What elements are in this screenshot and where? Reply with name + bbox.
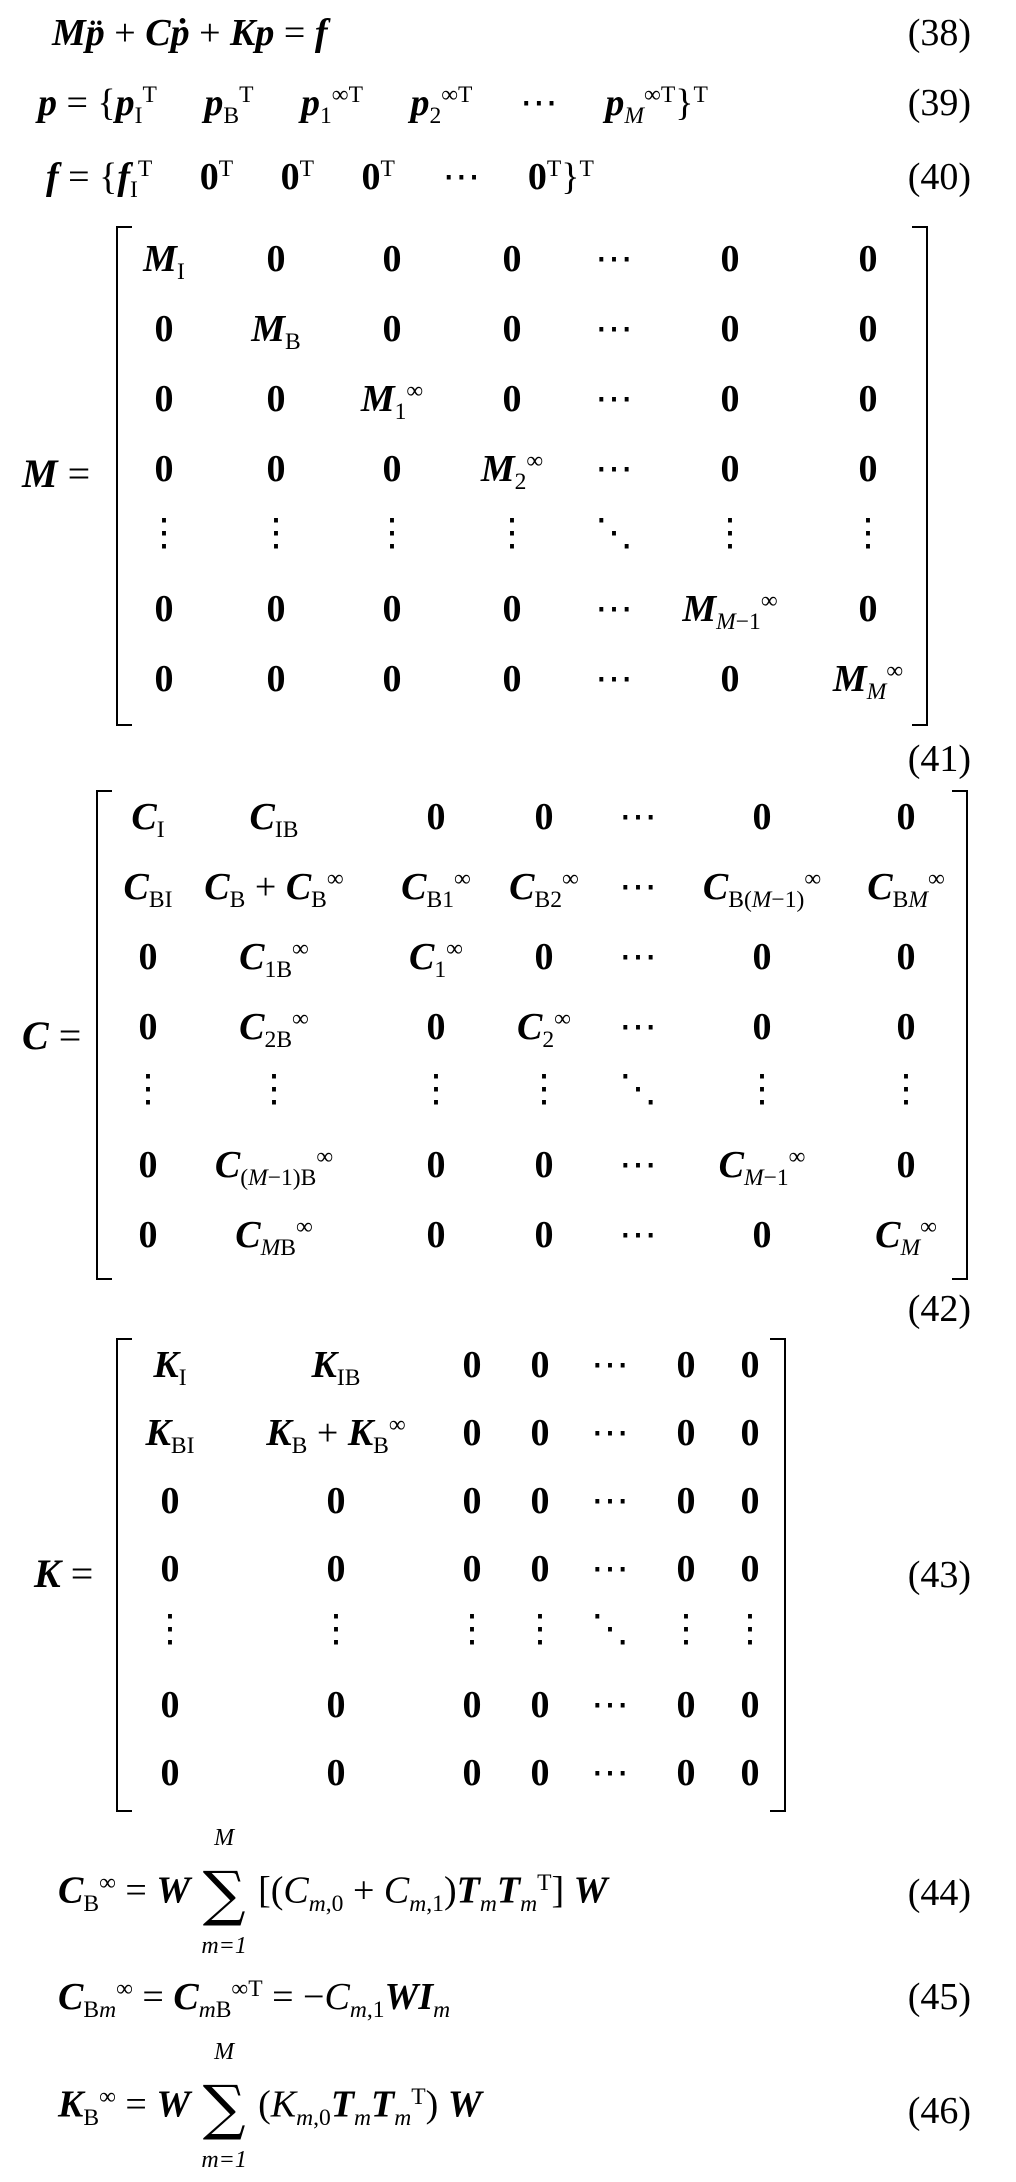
- summation: M ∑ m=1: [201, 1825, 247, 1959]
- cell: $C_{IB}$: [249, 796, 299, 844]
- cell: $C_B + C_B^\infty$: [204, 866, 344, 914]
- equation-number: (38): [907, 12, 971, 54]
- cell: 0: [740, 1412, 760, 1454]
- cell: 0: [740, 1344, 760, 1386]
- cell: $C_I$: [131, 796, 165, 844]
- equation-46-body: $K_B^\infty = W$ M ∑ m=1 $(K_{m,0}T_mT_m^T)$ W: [58, 2039, 482, 2173]
- cell: 0: [462, 1752, 482, 1794]
- cell: 0: [382, 308, 402, 350]
- cell: 0: [740, 1752, 760, 1794]
- cell: ⋯: [619, 866, 657, 908]
- cell: ⋯: [591, 1412, 629, 1454]
- cell: 0: [740, 1480, 760, 1522]
- equation-44: [0, 1825, 1016, 1959]
- cell: 0: [858, 588, 878, 630]
- cell: ⋮: [521, 1608, 559, 1650]
- hdots: ⋯: [442, 156, 481, 198]
- cell: ⋮: [373, 512, 411, 554]
- equation-number: (40): [907, 156, 971, 198]
- cell: $C_{BI}$: [123, 866, 173, 914]
- cell: ⋯: [591, 1480, 629, 1522]
- cell: ⋱: [619, 1068, 657, 1110]
- cell: $C_{M-1}^\infty$: [718, 1144, 806, 1192]
- right-bracket: [770, 1338, 786, 1812]
- cell: 0: [896, 936, 916, 978]
- cell: $C_{MB}^\infty$: [235, 1214, 313, 1262]
- equation-42: [0, 782, 1016, 1330]
- cell: 0: [326, 1480, 346, 1522]
- cell: ⋯: [595, 238, 633, 280]
- equation-38: [0, 10, 1016, 60]
- cell: 0: [426, 1214, 446, 1256]
- cell: ⋯: [595, 658, 633, 700]
- right-bracket: [912, 226, 928, 726]
- cell: ⋯: [619, 1214, 657, 1256]
- cell: 0: [462, 1548, 482, 1590]
- cell: 0: [502, 588, 522, 630]
- equation-number: (39): [907, 82, 971, 124]
- cell: 0: [138, 936, 158, 978]
- cell: 0: [426, 1144, 446, 1186]
- cell: 0: [720, 658, 740, 700]
- matrix-K-lhs: K =: [34, 1551, 94, 1596]
- cell: ⋯: [619, 936, 657, 978]
- cell: 0: [752, 1214, 772, 1256]
- cell: 0: [752, 796, 772, 838]
- cell: 0: [740, 1684, 760, 1726]
- cell: 0: [676, 1548, 696, 1590]
- cell: 0: [530, 1684, 550, 1726]
- cell: $K_{IB}$: [311, 1344, 361, 1392]
- cell: 0: [534, 936, 554, 978]
- cell: 0: [676, 1752, 696, 1794]
- cell: 0: [534, 1214, 554, 1256]
- equation-41: [0, 222, 1016, 780]
- equation-46: [0, 2039, 1016, 2178]
- cell: $C_{B(M-1)}^\infty$: [702, 866, 822, 914]
- matrix-C-lhs: C =: [22, 1013, 82, 1058]
- equation-number: (43): [907, 1554, 971, 1596]
- cell: 0: [740, 1548, 760, 1590]
- cell: 0: [326, 1752, 346, 1794]
- cell: ⋮: [257, 512, 295, 554]
- matrix-C: [96, 790, 968, 1280]
- cell: ⋮: [711, 512, 749, 554]
- cell: $C_1^\infty$: [409, 936, 463, 984]
- left-bracket: [96, 790, 112, 1280]
- hdots: ⋯: [519, 82, 558, 124]
- cell: 0: [502, 238, 522, 280]
- equation-number: (41): [907, 738, 971, 780]
- matrix-M-lhs: M =: [22, 451, 91, 496]
- cell: $C_{2B}^\infty$: [239, 1006, 309, 1054]
- equation-45: [0, 1970, 1016, 2030]
- cell: ⋯: [595, 308, 633, 350]
- cell: $C_M^\infty$: [875, 1214, 937, 1262]
- cell: 0: [896, 796, 916, 838]
- left-bracket: [116, 1338, 132, 1812]
- cell: 0: [858, 378, 878, 420]
- cell: ⋮: [417, 1068, 455, 1110]
- cell: 0: [382, 658, 402, 700]
- cell: 0: [426, 1006, 446, 1048]
- right-bracket: [952, 790, 968, 1280]
- cell: 0: [138, 1144, 158, 1186]
- cell: 0: [534, 1144, 554, 1186]
- cell: 0: [720, 238, 740, 280]
- cell: ⋮: [525, 1068, 563, 1110]
- cell: 0: [138, 1006, 158, 1048]
- cell: $K_B + K_B^\infty$: [266, 1412, 406, 1460]
- cell: 0: [160, 1684, 180, 1726]
- cell: 0: [530, 1480, 550, 1522]
- cell: ⋮: [255, 1068, 293, 1110]
- cell: 0: [752, 1006, 772, 1048]
- cell: 0: [138, 1214, 158, 1256]
- cell: 0: [326, 1684, 346, 1726]
- cell: 0: [382, 238, 402, 280]
- cell: ⋯: [591, 1548, 629, 1590]
- cell: ⋯: [595, 588, 633, 630]
- equation-39: [0, 78, 1016, 134]
- cell: ⋮: [731, 1608, 769, 1650]
- cell: 0: [160, 1752, 180, 1794]
- summation: M ∑ m=1: [201, 2039, 247, 2173]
- cell: 0: [676, 1480, 696, 1522]
- equation-44-body: $C_B^\infty = W$ M ∑ m=1 $[(C_{m,0} + C_{m,1})T_mT_m^T]$ W: [58, 1825, 608, 1959]
- cell: 0: [534, 796, 554, 838]
- cell: 0: [720, 448, 740, 490]
- equation-39-body: $p = \{p_I^T$ $p_B^T$ $p_1^{\infty T}$ $p_2^{\infty T}$ ⋯ $p_M^{\infty T}\}^T$: [38, 82, 708, 130]
- equation-number: (46): [907, 2090, 971, 2132]
- cell: ⋯: [591, 1344, 629, 1386]
- equation-40: [0, 152, 1016, 208]
- cell: ⋮: [151, 1608, 189, 1650]
- cell: $M_B$: [251, 308, 301, 356]
- cell: 0: [896, 1006, 916, 1048]
- cell: 0: [160, 1548, 180, 1590]
- cell: $K_{BI}$: [145, 1412, 195, 1460]
- cell: $C_{B1}^\infty$: [401, 866, 471, 914]
- cell: ⋯: [619, 796, 657, 838]
- cell: $K_I$: [153, 1344, 187, 1392]
- cell: 0: [326, 1548, 346, 1590]
- cell: ⋮: [493, 512, 531, 554]
- cell: ⋮: [129, 1068, 167, 1110]
- cell: ⋮: [667, 1608, 705, 1650]
- cell: 0: [720, 378, 740, 420]
- equation-38-body: Mp̈ + Cṗ + Kp = f: [52, 12, 328, 54]
- equation-43: [0, 1332, 1016, 1818]
- equation-number: (44): [907, 1872, 971, 1914]
- cell: 0: [530, 1344, 550, 1386]
- cell: ⋯: [595, 378, 633, 420]
- cell: 0: [426, 796, 446, 838]
- cell: 0: [154, 658, 174, 700]
- cell: $C_{1B}^\infty$: [239, 936, 309, 984]
- cell: 0: [154, 308, 174, 350]
- cell: 0: [896, 1144, 916, 1186]
- cell: ⋱: [595, 512, 633, 554]
- cell: 0: [720, 308, 740, 350]
- cell: $M_M^\infty$: [832, 658, 904, 706]
- cell: $C_{B2}^\infty$: [509, 866, 579, 914]
- cell: $M_2^\infty$: [480, 448, 544, 496]
- cell: 0: [530, 1412, 550, 1454]
- cell: 0: [462, 1480, 482, 1522]
- cell: 0: [160, 1480, 180, 1522]
- cell: 0: [266, 588, 286, 630]
- cell: $C_2^\infty$: [517, 1006, 571, 1054]
- equation-number: (45): [907, 1976, 971, 2018]
- cell: ⋮: [849, 512, 887, 554]
- cell: ⋱: [591, 1608, 629, 1650]
- cell: $M_I$: [143, 238, 185, 286]
- cell: 0: [858, 448, 878, 490]
- cell: ⋯: [591, 1752, 629, 1794]
- cell: 0: [530, 1752, 550, 1794]
- cell: 0: [154, 448, 174, 490]
- cell: $M_{M-1}^\infty$: [682, 588, 778, 636]
- cell: 0: [858, 238, 878, 280]
- equation-45-body: $C_{Bm}^\infty = C_{mB}^{\infty T} = -C_{m,1}WI_m$: [58, 1976, 451, 2024]
- cell: 0: [752, 936, 772, 978]
- cell: 0: [382, 448, 402, 490]
- cell: ⋯: [619, 1006, 657, 1048]
- matrix-M: [116, 226, 928, 726]
- cell: 0: [676, 1684, 696, 1726]
- cell: 0: [266, 378, 286, 420]
- cell: 0: [462, 1412, 482, 1454]
- matrix-K: [116, 1338, 786, 1812]
- cell: 0: [502, 658, 522, 700]
- cell: $C_{BM}^\infty$: [867, 866, 945, 914]
- cell: ⋮: [453, 1608, 491, 1650]
- cell: 0: [266, 238, 286, 280]
- cell: $M_1^\infty$: [360, 378, 424, 426]
- cell: 0: [676, 1412, 696, 1454]
- cell: 0: [858, 308, 878, 350]
- cell: ⋮: [887, 1068, 925, 1110]
- cell: 0: [676, 1344, 696, 1386]
- cell: 0: [530, 1548, 550, 1590]
- cell: 0: [462, 1344, 482, 1386]
- cell: 0: [382, 588, 402, 630]
- cell: 0: [154, 588, 174, 630]
- cell: $C_{(M-1)B}^\infty$: [214, 1144, 334, 1192]
- left-bracket: [116, 226, 132, 726]
- cell: 0: [462, 1684, 482, 1726]
- cell: 0: [266, 448, 286, 490]
- equation-40-body: $f = \{f_I^T$ $0^T$ $0^T$ $0^T$ ⋯ $0^T\}^T$: [46, 156, 594, 204]
- cell: 0: [266, 658, 286, 700]
- cell: ⋮: [317, 1608, 355, 1650]
- cell: ⋯: [595, 448, 633, 490]
- cell: ⋯: [619, 1144, 657, 1186]
- cell: 0: [154, 378, 174, 420]
- equation-number: (42): [907, 1288, 971, 1330]
- cell: ⋮: [743, 1068, 781, 1110]
- cell: 0: [502, 308, 522, 350]
- cell: ⋯: [591, 1684, 629, 1726]
- cell: 0: [502, 378, 522, 420]
- cell: ⋮: [145, 512, 183, 554]
